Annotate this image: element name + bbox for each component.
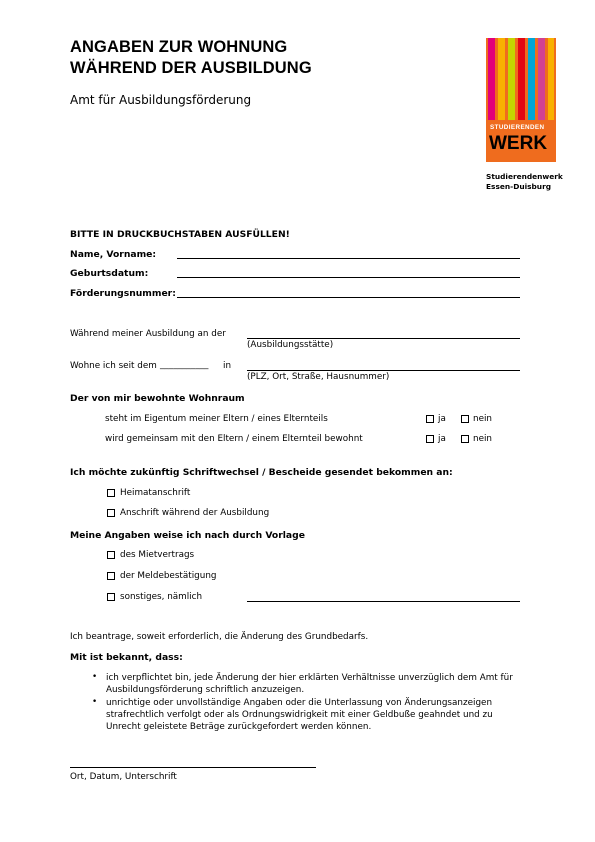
bullet-2: • bbox=[92, 697, 98, 707]
ownership-no-label: nein bbox=[473, 414, 493, 424]
acknowledgement-item-2: unrichtige oder unvollständige Angaben oder die Unterlassung von Änderungsanzeigen strafrechtlich verfolgt oder als Ordnungswidrigkeit mit einer Geldbuße geahndet und zu Unrecht geleistete Beträge zurückgefordert werden können. bbox=[106, 698, 493, 732]
ownership-no-checkbox[interactable] bbox=[461, 415, 469, 423]
birth-date-field[interactable] bbox=[177, 277, 520, 278]
correspondence-heading: Ich möchte zukünftig Schriftwechsel / Bescheide gesendet bekommen an: bbox=[70, 467, 453, 478]
registration-label: der Meldebestätigung bbox=[120, 571, 217, 581]
living-space-heading: Der von mir bewohnte Wohnraum bbox=[70, 393, 245, 404]
signature-label: Ort, Datum, Unterschrift bbox=[70, 772, 177, 782]
training-label: Während meiner Ausbildung an der bbox=[70, 329, 226, 339]
bullet-1: • bbox=[92, 672, 98, 682]
shared-living-yes-label: ja bbox=[438, 434, 446, 444]
title-line-2: WÄHREND DER AUSBILDUNG bbox=[70, 59, 312, 77]
logo-stripe bbox=[538, 38, 545, 120]
name-label: Name, Vorname: bbox=[70, 249, 157, 260]
training-institution-field[interactable] bbox=[247, 338, 520, 339]
logo-stripe bbox=[508, 38, 515, 120]
training-address-label: Anschrift während der Ausbildung bbox=[120, 508, 270, 518]
logo-stripe bbox=[518, 38, 525, 120]
residence-address-field[interactable] bbox=[247, 370, 520, 371]
funding-number-label: Förderungsnummer: bbox=[70, 288, 176, 299]
title-line-1: ANGABEN ZUR WOHNUNG bbox=[70, 38, 288, 56]
other-proof-checkbox[interactable] bbox=[107, 593, 115, 601]
ownership-yes-label: ja bbox=[438, 414, 446, 424]
home-address-checkbox[interactable] bbox=[107, 489, 115, 497]
residence-date-field[interactable]: ___________ bbox=[160, 360, 209, 370]
shared-living-question: wird gemeinsam mit den Eltern / einem Elternteil bewohnt bbox=[105, 434, 363, 444]
birth-date-label: Geburtsdatum: bbox=[70, 268, 149, 279]
shared-living-no-checkbox[interactable] bbox=[461, 435, 469, 443]
logo-wordmark-top: STUDIERENDEN bbox=[490, 124, 545, 131]
ownership-question: steht im Eigentum meiner Eltern / eines Elternteils bbox=[105, 414, 328, 424]
training-hint: (Ausbildungsstätte) bbox=[247, 340, 334, 350]
signature-field[interactable] bbox=[70, 767, 316, 768]
subtitle: Amt für Ausbildungsförderung bbox=[70, 93, 252, 107]
studierendenwerk-logo bbox=[486, 38, 556, 162]
name-field[interactable] bbox=[177, 258, 520, 259]
home-address-label: Heimatanschrift bbox=[120, 488, 191, 498]
rental-contract-checkbox[interactable] bbox=[107, 551, 115, 559]
shared-living-no-label: nein bbox=[473, 434, 493, 444]
other-proof-label: sonstiges, nämlich bbox=[120, 592, 203, 602]
residence-hint: (PLZ, Ort, Straße, Hausnummer) bbox=[247, 372, 390, 382]
acknowledgement-item-1: ich verpflichtet bin, jede Änderung der hier erklärten Verhältnisse unverzüglich dem Amt für Ausbildungsförderung schriftlich anzuzeigen. bbox=[106, 673, 513, 695]
acknowledgement-heading: Mit ist bekannt, dass: bbox=[70, 652, 183, 663]
logo-stripe bbox=[498, 38, 505, 120]
proof-heading: Meine Angaben weise ich nach durch Vorlage bbox=[70, 530, 305, 541]
funding-number-field[interactable] bbox=[177, 297, 520, 298]
logo-stripe bbox=[548, 38, 554, 120]
application-text: Ich beantrage, soweit erforderlich, die Änderung des Grundbedarfs. bbox=[70, 632, 369, 642]
logo-stripe bbox=[528, 38, 535, 120]
shared-living-yes-checkbox[interactable] bbox=[426, 435, 434, 443]
ownership-yes-checkbox[interactable] bbox=[426, 415, 434, 423]
logo-caption-line-2: Essen-Duisburg bbox=[486, 182, 552, 191]
logo-stripe bbox=[488, 38, 495, 120]
registration-checkbox[interactable] bbox=[107, 572, 115, 580]
residence-prefix: Wohne ich seit dem bbox=[70, 361, 157, 371]
residence-in-label: in bbox=[223, 361, 232, 371]
logo-wordmark-main: WERK bbox=[489, 133, 548, 154]
training-address-checkbox[interactable] bbox=[107, 509, 115, 517]
other-proof-field[interactable] bbox=[247, 601, 520, 602]
rental-contract-label: des Mietvertrags bbox=[120, 550, 195, 560]
logo-caption-line-1: Studierendenwerk bbox=[486, 172, 563, 181]
instruction: BITTE IN DRUCKBUCHSTABEN AUSFÜLLEN! bbox=[70, 229, 290, 240]
